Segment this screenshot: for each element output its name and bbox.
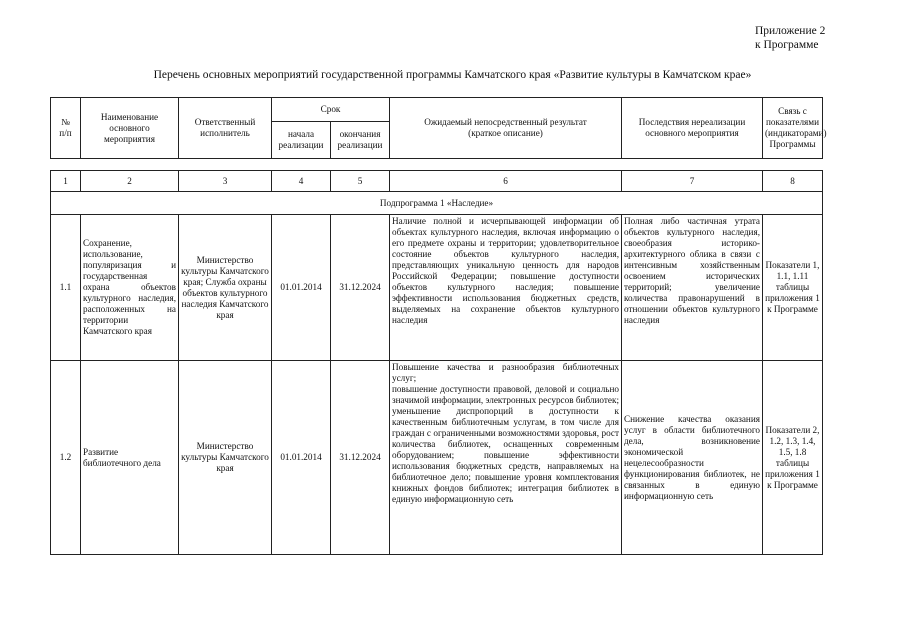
row-result: Повышение качества и разнообразия библиотечных услуг; повышение доступности правовой, деловой и социально значимой информации, электронных ресурсов библиотек; уменьшение диспропорций в доступности к качественным библиотечным услугам, в том числе для граждан с ограниченными возможностями здоровья, рост количества библиотек, оснащенных современным оборудованием; повышение эффективности использования бюджетных средств, направляемых на библиотечное дело; повышение уровня комплектования книжных фондов библиотек; интеграция библиотек в единую информационную сеть bbox=[390, 361, 622, 555]
row-start-date: 01.01.2014 bbox=[272, 361, 331, 555]
column-number: 8 bbox=[763, 171, 823, 192]
subprogram-title: Подпрограмма 1 «Наследие» bbox=[51, 192, 823, 215]
header-consequences: Последствия нереализации основного мероприятия bbox=[622, 98, 763, 159]
column-number: 7 bbox=[622, 171, 763, 192]
row-num: 1.2 bbox=[51, 361, 81, 555]
header-num: № п/п bbox=[51, 98, 81, 159]
column-number: 5 bbox=[331, 171, 390, 192]
main-table bbox=[50, 170, 823, 555]
row-name: Развитие библиотечного дела bbox=[81, 361, 179, 555]
subprogram-row bbox=[51, 192, 823, 215]
table-row bbox=[51, 361, 823, 555]
appendix-line-1: Приложение 2 bbox=[755, 25, 826, 37]
table-row bbox=[51, 215, 823, 361]
row-num: 1.1 bbox=[51, 215, 81, 361]
document-title: Перечень основных мероприятий государственной программы Камчатского края «Развитие культуры в Камчатском крае» bbox=[153, 69, 752, 81]
row-consequences: Снижение качества оказания услуг в области библиотечного дела, возникновение экономической нецелесообразности функционирования библиотек, не связанных в единую информационную сеть bbox=[622, 361, 763, 555]
row-executor: Министерство культуры Камчатского края; Служба охраны объектов культурного наследия Камчатского края bbox=[179, 215, 272, 361]
row-name: Сохранение, использование, популяризация и государственная охрана объектов культурного наследия, расположенных на территории Камчатского края bbox=[81, 215, 179, 361]
row-end-date: 31.12.2024 bbox=[331, 361, 390, 555]
row-executor: Министерство культуры Камчатского края bbox=[179, 361, 272, 555]
header-name: Наименование основного мероприятия bbox=[81, 98, 179, 159]
row-result: Наличие полной и исчерпывающей информации об объектах культурного наследия, включая информацию о его предмете охраны и территории; удовлетворительное состояние объектов культурного наследия, представляющих уникальную ценность для народов Российской Федерации; повышение доступности объектов культурного наследия; повышение эффективности использования бюджетных средств, выделяемых на сохранение объектов культурного наследия bbox=[390, 215, 622, 361]
header-link: Связь с показателями (индикаторами) Программы bbox=[763, 98, 823, 159]
row-end-date: 31.12.2024 bbox=[331, 215, 390, 361]
column-number: 6 bbox=[390, 171, 622, 192]
column-number: 3 bbox=[179, 171, 272, 192]
column-number: 4 bbox=[272, 171, 331, 192]
header-term-end: окончания реализации bbox=[331, 122, 390, 159]
column-number-row bbox=[51, 171, 823, 192]
header-term-start: начала реализации bbox=[272, 122, 331, 159]
row-start-date: 01.01.2014 bbox=[272, 215, 331, 361]
header-executor: Ответственный исполнитель bbox=[179, 98, 272, 159]
header-term: Срок bbox=[272, 98, 390, 122]
row-consequences: Полная либо частичная утрата объектов культурного наследия, своеобразия историко-архитектурного облика в связи с интенсивным хозяйственным освоением исторических территорий; увеличение количества правонарушений в отношении объектов культурного наследия bbox=[622, 215, 763, 361]
appendix-note bbox=[755, 24, 825, 52]
header-table bbox=[50, 97, 827, 159]
row-link: Показатели 2, 1.2, 1.3, 1.4, 1.5, 1.8 таблицы приложения 1 к Программе bbox=[763, 361, 823, 555]
row-link: Показатели 1, 1.1, 1.11 таблицы приложения 1 к Программе bbox=[763, 215, 823, 361]
appendix-line-2: к Программе bbox=[755, 39, 819, 51]
column-number: 2 bbox=[81, 171, 179, 192]
column-number: 1 bbox=[51, 171, 81, 192]
header-result: Ожидаемый непосредственный результат (краткое описание) bbox=[390, 98, 622, 159]
